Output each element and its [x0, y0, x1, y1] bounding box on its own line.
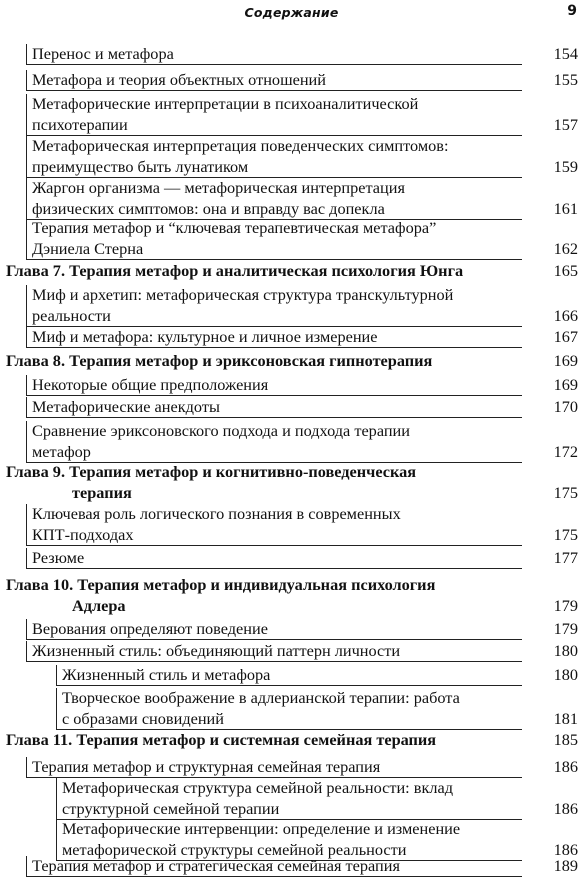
entry-rule: [56, 819, 522, 861]
entry-rule: [26, 94, 522, 136]
toc-entry-title-line: Творческое воображение в адлерианской терапии: работа: [62, 688, 460, 707]
entry-rule: [26, 856, 522, 877]
toc-page-number: 189: [553, 856, 578, 875]
entry-rule: [26, 285, 522, 327]
header-title: Содержание: [244, 5, 339, 20]
toc-entry-title-line: преимущество быть лунатиком: [32, 157, 249, 176]
entry-rule: [26, 421, 522, 463]
toc-entry-title-line: Глава 8. Терапия метафор и эриксоновская гипнотерапия: [6, 351, 433, 370]
toc-entry-title-line: метафорической структуры семейной реальности: [62, 840, 407, 859]
entry-rule: [26, 619, 522, 640]
header-page-number: 9: [567, 3, 577, 19]
toc-entry-title-line: Глава 11. Терапия метафор и системная семейная терапия: [6, 730, 437, 749]
toc-entry-title-line: Ключевая роль логического познания в современных: [32, 504, 401, 523]
toc-page-number: 180: [553, 665, 578, 684]
toc-page-number: 181: [553, 709, 578, 728]
toc-page-number: 186: [553, 840, 578, 859]
toc-entry-title-line: Метафорические интерпретации в психоаналитической: [32, 94, 419, 113]
toc-entry-title-line: Некоторые общие предположения: [32, 375, 269, 394]
toc-entry-title-line: структурной семейной терапии: [62, 799, 280, 818]
entry-rule: [26, 327, 522, 348]
toc-entry-title-line: Метафорические анекдоты: [32, 397, 220, 416]
toc-entry-title-line: Терапия метафор и структурная семейная терапия: [32, 757, 381, 776]
toc-page-number: 154: [553, 44, 578, 63]
toc-entry-title-line: Метафорическая структура семейной реальности: вклад: [62, 778, 454, 797]
entry-rule: [56, 778, 522, 820]
toc-page-number: 167: [553, 327, 578, 346]
toc-page-number: 169: [553, 351, 578, 370]
entry-rule: [26, 548, 522, 569]
toc-page-number: 157: [553, 115, 578, 134]
toc-entry-title-line: Дэниела Стерна: [32, 239, 144, 258]
toc-page-number: 180: [553, 641, 578, 660]
entry-rule: [26, 44, 522, 65]
toc-entry-title-line: Метафорическая интерпретация поведенческих симптомов:: [32, 136, 449, 155]
toc-page-number: 179: [553, 619, 578, 638]
toc-page-number: 166: [553, 306, 578, 325]
toc-entry-title-line: Миф и архетип: метафорическая структура транскультурной: [32, 285, 454, 304]
toc-entry-title-line: физических симптомов: она и вправду вас допекла: [32, 199, 385, 218]
entry-rule: [26, 757, 522, 778]
toc-entry-title-line: Верования определяют поведение: [32, 619, 268, 638]
toc-entry-title-line: Глава 7. Терапия метафор и аналитическая психология Юнга: [6, 261, 464, 280]
toc-entry-title-line: Терапия метафор и “ключевая терапевтическая метафора”: [32, 218, 437, 237]
entry-rule: [56, 688, 522, 730]
toc-entry-title-line: Метафора и теория объектных отношений: [32, 70, 326, 89]
entry-rule: [56, 665, 522, 686]
toc-entry-title-line: Жизненный стиль: объединяющий паттерн личности: [32, 641, 401, 660]
toc-entry-title-line: Перенос и метафора: [32, 44, 174, 63]
entry-rule: [26, 375, 522, 396]
toc-page-number: 172: [553, 442, 578, 461]
running-header: [0, 0, 583, 24]
toc-page-number: 165: [553, 261, 578, 280]
toc-page-number: 175: [553, 483, 578, 502]
toc-page-number: 170: [553, 397, 578, 416]
entry-rule: [26, 178, 522, 220]
toc-entry-title-line: реальности: [32, 306, 111, 325]
toc-entry-title-line: Миф и метафора: культурное и личное измерение: [32, 327, 378, 346]
toc-page-number: 162: [553, 239, 578, 258]
toc-entry-title-line: Адлера: [72, 596, 126, 615]
toc-entry-title-line: Терапия метафор и стратегическая семейная терапия: [32, 856, 400, 875]
toc-entry-title-line: терапия: [72, 483, 132, 502]
toc-entry-title-line: Резюме: [32, 548, 85, 567]
toc-entry-title-line: Жаргон организма — метафорическая интерпретация: [32, 178, 405, 197]
toc-page-number: 159: [553, 157, 578, 176]
toc-page-number: 169: [553, 375, 578, 394]
toc-page-number: 161: [553, 199, 578, 218]
toc-entry-title-line: Жизненный стиль и метафора: [62, 665, 271, 684]
entry-rule: [26, 504, 522, 546]
entry-rule: [26, 641, 522, 662]
toc-entry-title-line: КПТ-подходах: [32, 525, 134, 544]
toc-entry-title-line: Глава 9. Терапия метафор и когнитивно-поведенческая: [6, 462, 417, 481]
entry-rule: [26, 70, 522, 91]
toc-entry-title-line: Метафорические интервенции: определение и изменение: [62, 819, 461, 838]
toc-entry-title-line: Глава 10. Терапия метафор и индивидуальная психология: [6, 575, 436, 594]
entry-rule: [26, 218, 522, 260]
toc-page-number: 177: [553, 548, 578, 567]
toc-entry-title-line: психотерапии: [32, 115, 128, 134]
toc-page-number: 175: [553, 525, 578, 544]
toc-page-number: 155: [553, 70, 578, 89]
toc-page-number: 185: [553, 730, 578, 749]
toc-page-number: 179: [553, 596, 578, 615]
toc-entry-title-line: метафор: [32, 442, 91, 461]
toc-page-number: 186: [553, 799, 578, 818]
toc-page-number: 186: [553, 757, 578, 776]
entry-rule: [26, 397, 522, 418]
entry-rule: [26, 136, 522, 178]
toc-entry-title-line: Сравнение эриксоновского подхода и подхода терапии: [32, 421, 410, 440]
toc-entry-title-line: с образами сновидений: [62, 709, 224, 728]
